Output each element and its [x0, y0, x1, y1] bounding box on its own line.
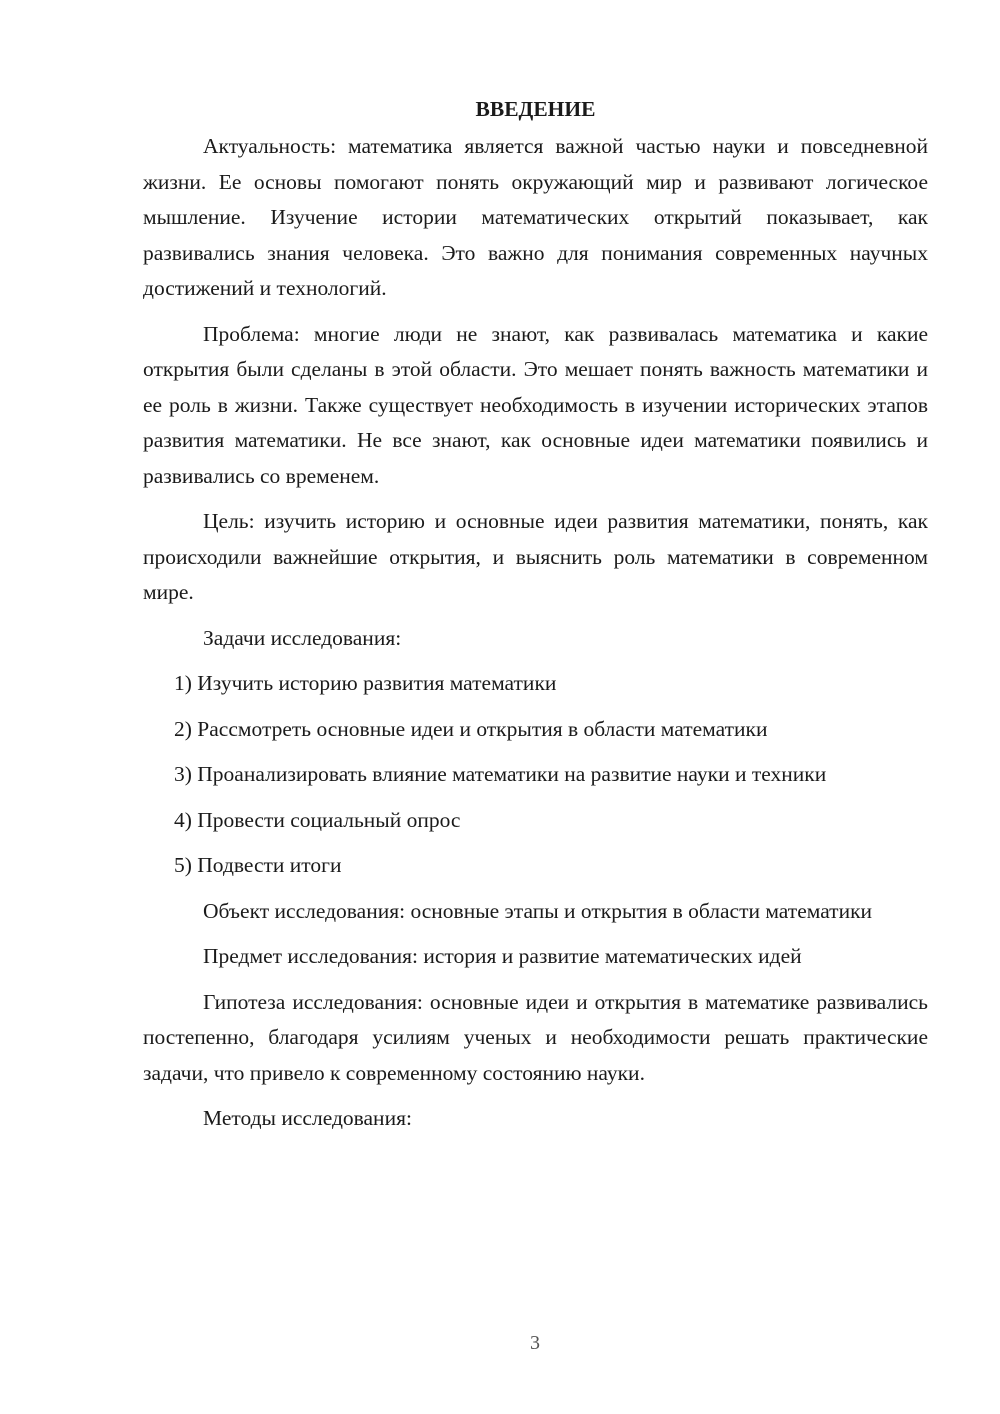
document-page	[143, 92, 928, 1147]
task-item: 3) Проанализировать влияние математики на развитие науки и техники	[174, 762, 827, 786]
task-item: 2) Рассмотреть основные идеи и открытия в области математики	[174, 716, 768, 741]
task-item: 1) Изучить историю развития математики	[174, 671, 557, 695]
tasks-heading: Задачи исследования:	[203, 625, 402, 650]
problem-paragraph: Проблема: многие люди не знают, как развивалась математика и какие открытия были сделаны в этой области. Это мешает понять важность математики и ее роль в жизни. Также существует необходимость в изучении исторических этапов развития математики. Не все знают, как основные идеи математики появились и развивались со временем.	[143, 321, 928, 488]
task-item: 5) Подвести итоги	[174, 853, 342, 877]
goal-paragraph: Цель: изучить историю и основные идеи развития математики, понять, как происходили важнейшие открытия, и выяснить роль математики в современном мире.	[143, 509, 928, 604]
hypothesis-paragraph: Гипотеза исследования: основные идеи и открытия в математике развивались постепенно, благодаря усилиям ученых и необходимости решать практические задачи, что привело к современному состоянию науки.	[143, 989, 928, 1085]
methods-heading: Методы исследования:	[203, 1106, 412, 1130]
section-title: ВВЕДЕНИЕ	[475, 97, 596, 121]
subject-paragraph: Предмет исследования: история и развитие математических идей	[203, 944, 802, 968]
page-number: 3	[530, 1332, 540, 1354]
task-item: 4) Провести социальный опрос	[174, 807, 461, 832]
relevance-paragraph: Актуальность: математика является важной частью науки и повседневной жизни. Ее основы помогают понять окружающий мир и развивают логическое мышление. Изучение истории математических открытий показывает, как развивались знания человека. Это важно для понимания современных научных достижений и технологий.	[143, 134, 928, 300]
object-paragraph: Объект исследования: основные этапы и открытия в области математики	[203, 898, 873, 923]
